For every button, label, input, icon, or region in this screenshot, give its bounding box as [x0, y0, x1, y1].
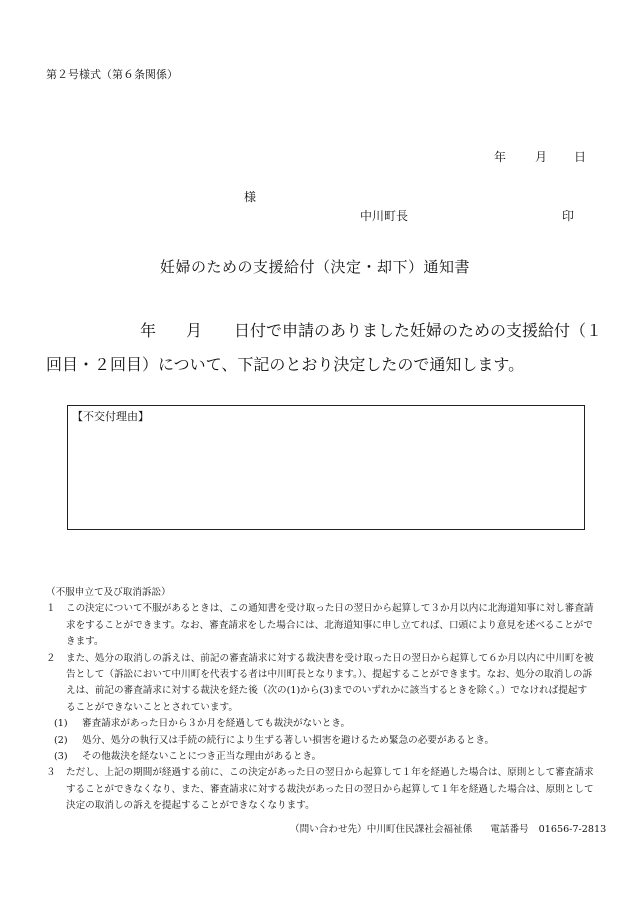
body-month: 月 [186, 321, 203, 340]
subitem-number: (3) [54, 751, 68, 763]
note-text: この決定について不服があるときは、この通知書を受け取った日の翌日から起算して３か月以内に北海道知事に対し審査請求をすることができます。なお、審査請求をした場合には、北海道知事に申し立てれば、口頭により意見を述べることができます。 [66, 603, 594, 648]
subitem-number: (2) [54, 734, 68, 746]
reason-box-label: 【不交付理由】 [72, 410, 149, 423]
note-number: １ [46, 603, 56, 615]
note-subitem-2 [46, 733, 594, 749]
body-line-2: 回目・２回目）について、下記のとおり決定したので通知します。 [46, 355, 525, 374]
subitem-text: 処分、処分の執行又は手続の続行により生ずる著しい損害を避けるため緊急の必要があるとき。 [82, 734, 495, 746]
body-year: 年 [140, 321, 157, 340]
subitem-number: (1) [54, 718, 68, 730]
note-subitem-3 [46, 749, 594, 765]
notes-heading: （不服申立て及び取消訴訟） [46, 587, 171, 598]
date-day: 日 [574, 150, 587, 164]
appeal-notes [46, 585, 594, 815]
body-line-1: 日付で申請のありました妊婦のための支援給付（１ [234, 321, 603, 340]
note-text: ただし、上記の期間が経過する前に、この決定があった日の翌日から起算して１年を経過した場合は、原則として審査請求することができなくなり、また、審査請求に対する裁決があった日の翌日から起算して１年を経過した場合は、原則として決定の取消しの訴えを提起することができなくなります。 [66, 767, 594, 812]
issuer: 中川町長 [360, 209, 409, 223]
date-year: 年 [494, 150, 507, 164]
phone-number: 01656-7-2813 [538, 824, 607, 835]
subitem-text: 審査請求があった日から３か月を経過しても裁決がないとき。 [82, 718, 351, 730]
phone-label: 電話番号 [490, 824, 529, 835]
document-title: 妊婦のための支援給付（決定・却下）通知書 [159, 258, 470, 276]
subitem-text: その他裁決を経ないことにつき正当な理由があるとき。 [82, 751, 322, 763]
date-month: 月 [535, 150, 548, 164]
form-number: 第２号様式（第６条関係） [46, 68, 178, 81]
note-subitem-1 [46, 716, 594, 732]
seal-mark: 印 [562, 209, 575, 223]
contact-label: （問い合わせ先）中川町住民課社会福祉係 [290, 824, 473, 835]
note-number: ２ [46, 652, 56, 664]
addressee-suffix: 様 [244, 190, 257, 204]
note-text: また、処分の取消しの訴えは、前記の審査請求に対する裁決書を受け取った日の翌日から起算して６か月以内に中川町を被告として（訴訟において中川町を代表する者は中川町長となります。）、提起することができます。なお、処分の取消しの訴えは、前記の審査請求に対する裁決を経た後（次の(1)から(3)までのいずれかに該当するときを除く。）でなければ提起することができないこととされています。 [66, 652, 594, 713]
note-number: ３ [46, 767, 56, 779]
note-item-1 [46, 601, 594, 650]
contact-info [290, 821, 606, 835]
note-item-2 [46, 651, 594, 717]
note-item-3 [46, 765, 594, 814]
